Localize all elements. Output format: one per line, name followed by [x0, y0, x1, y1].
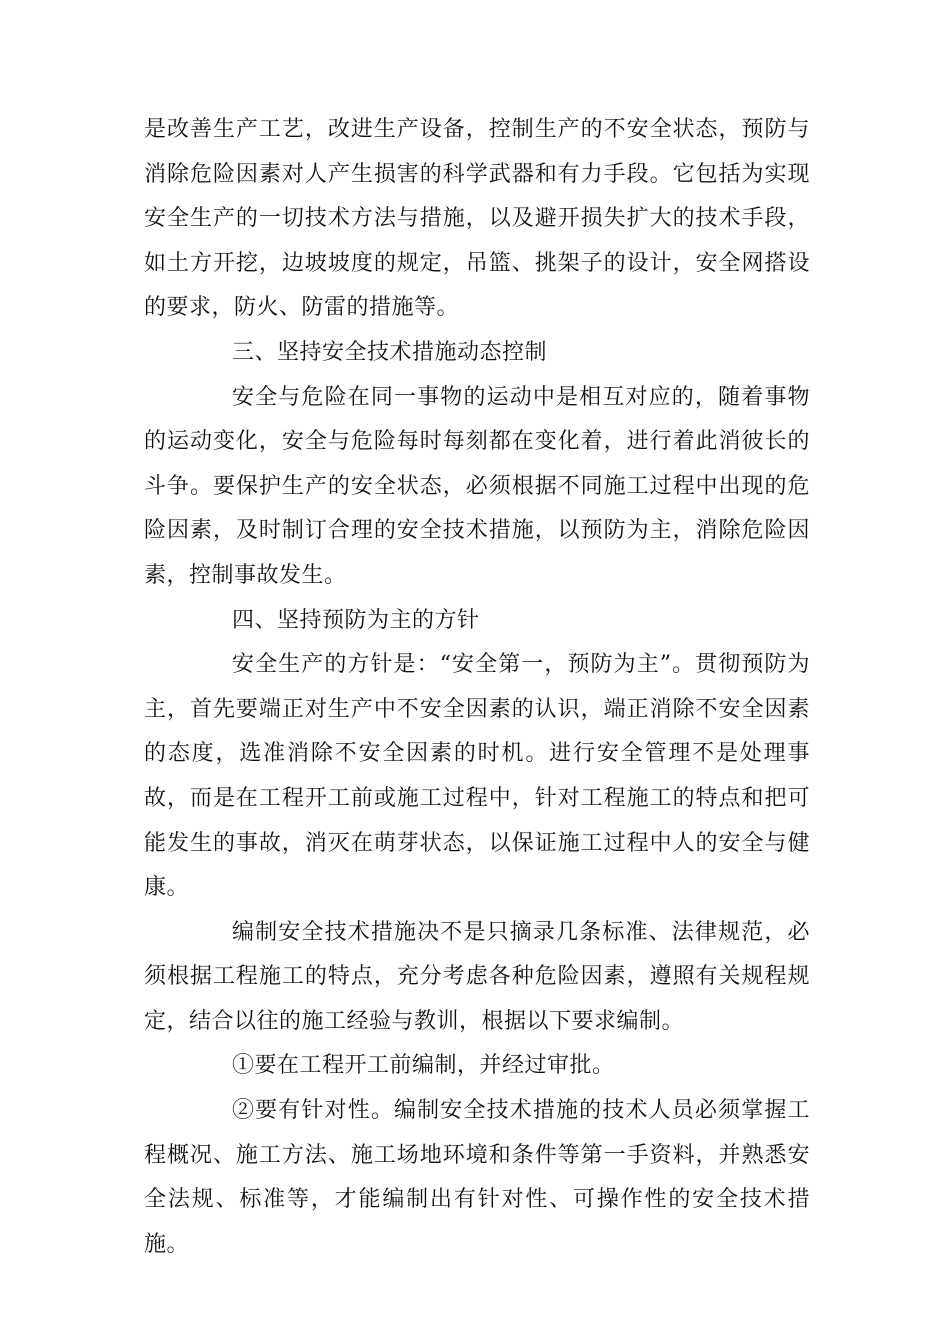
- list-item-2: ②要有针对性。编制安全技术措施的技术人员必须掌握工程概况、施工方法、施工场地环境和条件等第一手资料，并熟悉安全法规、标准等，才能编制出有针对性、可操作性的安全技术措施。: [144, 1098, 810, 1257]
- section-heading-4: 四、坚持预防为主的方针: [232, 607, 480, 633]
- paragraph-dynamic-control: 安全与危险在同一事物的运动中是相互对应的，随着事物的运动变化，安全与危险每时每刻都在变化着，进行着此消彼长的斗争。要保护生产的安全状态，必须根据不同施工过程中出现的危险因素，及时制订合理的安全技术措施，以预防为主，消除危险因素，控制事故发生。: [144, 384, 810, 588]
- section-heading-3: 三、坚持安全技术措施动态控制: [232, 339, 548, 365]
- document-body: [144, 108, 810, 1267]
- list-item-1: ①要在工程开工前编制，并经过审批。: [232, 1053, 615, 1079]
- paragraph-continuation: 是改善生产工艺，改进生产设备，控制生产的不安全状态，预防与消除危险因素对人产生损害的科学武器和有力手段。它包括为实现安全生产的一切技术方法与措施，以及避开损失扩大的技术手段，如土方开挖，边坡坡度的规定，吊篮、挑架子的设计，安全网搭设的要求，防火、防雷的措施等。: [144, 117, 810, 321]
- paragraph-prevention-policy: 安全生产的方针是：“安全第一，预防为主”。贯彻预防为主，首先要端正对生产中不安全因素的认识，端正消除不安全因素的态度，选准消除不安全因素的时机。进行安全管理不是处理事故，而是在工程开工前或施工过程中，针对工程施工的特点和把可能发生的事故，消灭在萌芽状态，以保证施工过程中人的安全与健康。: [144, 652, 810, 901]
- paragraph-compilation: 编制安全技术措施决不是只摘录几条标准、法律规范，必须根据工程施工的特点，充分考虑各种危险因素，遵照有关规程规定，结合以往的施工经验与教训，根据以下要求编制。: [144, 919, 810, 1034]
